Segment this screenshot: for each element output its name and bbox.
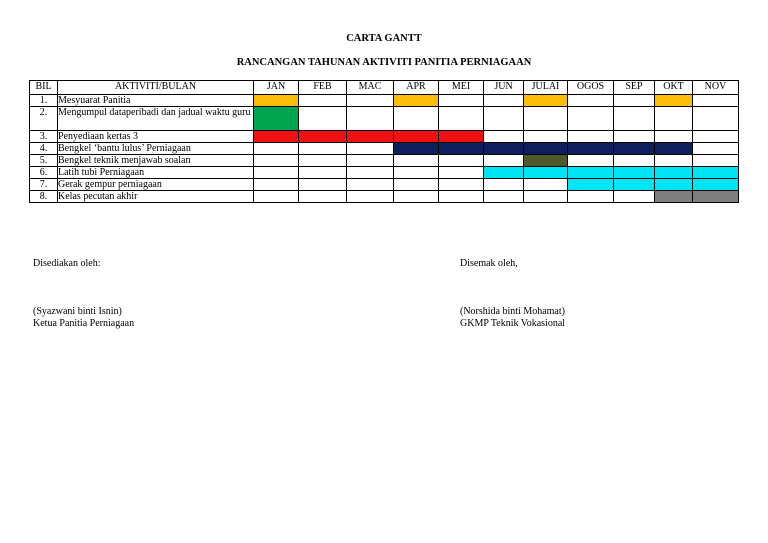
row-number: 3. xyxy=(30,131,58,143)
gantt-cell-mei xyxy=(439,95,484,107)
gantt-cell-jun xyxy=(484,143,524,155)
gantt-cell-jan xyxy=(254,179,299,191)
activity-name: Bengkel ‘bantu lulus’ Perniagaan xyxy=(58,143,254,155)
prepared-by-role: Ketua Panitia Perniagaan xyxy=(33,318,135,329)
gantt-cell-mei xyxy=(439,131,484,143)
gantt-cell-mei xyxy=(439,107,484,131)
gantt-cell-jun xyxy=(484,155,524,167)
gantt-cell-nov xyxy=(693,179,739,191)
gantt-cell-ogos xyxy=(568,167,614,179)
gantt-cell-ogos xyxy=(568,191,614,203)
activity-name: Gerak gempur perniagaan xyxy=(58,179,254,191)
gantt-cell-mei xyxy=(439,191,484,203)
gantt-body xyxy=(30,95,739,203)
activity-name: Kelas pecutan akhir xyxy=(58,191,254,203)
gantt-cell-feb xyxy=(299,95,347,107)
gantt-cell-nov xyxy=(693,131,739,143)
gantt-cell-mac xyxy=(347,167,394,179)
gantt-cell-ogos xyxy=(568,95,614,107)
header-activity: AKTIVITI/BULAN xyxy=(58,81,254,95)
table-row xyxy=(30,131,739,143)
gantt-cell-nov xyxy=(693,95,739,107)
gantt-cell-julai xyxy=(524,131,568,143)
gantt-cell-apr xyxy=(394,95,439,107)
gantt-cell-apr xyxy=(394,131,439,143)
gantt-cell-mac xyxy=(347,107,394,131)
gantt-cell-jun xyxy=(484,131,524,143)
gantt-cell-jan xyxy=(254,95,299,107)
gantt-cell-mac xyxy=(347,95,394,107)
gantt-cell-apr xyxy=(394,107,439,131)
gantt-cell-sep xyxy=(614,95,655,107)
row-number: 4. xyxy=(30,143,58,155)
gantt-cell-okt xyxy=(655,155,693,167)
gantt-cell-okt xyxy=(655,191,693,203)
gantt-cell-jun xyxy=(484,95,524,107)
gantt-cell-jan xyxy=(254,143,299,155)
gantt-cell-nov xyxy=(693,107,739,131)
gantt-cell-mei xyxy=(439,143,484,155)
gantt-cell-apr xyxy=(394,143,439,155)
gantt-cell-julai xyxy=(524,179,568,191)
gantt-cell-feb xyxy=(299,191,347,203)
prepared-by-name: (Syazwani binti Isnin) xyxy=(33,306,122,317)
header-month-mei: MEI xyxy=(439,81,484,95)
activity-name: Latih tubi Perniagaan xyxy=(58,167,254,179)
header-month-jun: JUN xyxy=(484,81,524,95)
header-month-sep: SEP xyxy=(614,81,655,95)
gantt-cell-sep xyxy=(614,107,655,131)
gantt-cell-ogos xyxy=(568,155,614,167)
gantt-cell-jan xyxy=(254,131,299,143)
checked-by-role: GKMP Teknik Vokasional xyxy=(460,318,566,329)
row-number: 2. xyxy=(30,107,58,131)
header-month-okt: OKT xyxy=(655,81,693,95)
header-month-ogos: OGOS xyxy=(568,81,614,95)
table-row xyxy=(30,107,739,131)
gantt-cell-mac xyxy=(347,131,394,143)
gantt-cell-julai xyxy=(524,143,568,155)
gantt-cell-sep xyxy=(614,191,655,203)
document-title: CARTA GANTT xyxy=(346,33,422,44)
gantt-cell-sep xyxy=(614,131,655,143)
gantt-cell-apr xyxy=(394,167,439,179)
gantt-cell-mac xyxy=(347,143,394,155)
gantt-cell-julai xyxy=(524,167,568,179)
gantt-cell-mac xyxy=(347,179,394,191)
gantt-cell-jan xyxy=(254,155,299,167)
gantt-cell-mei xyxy=(439,167,484,179)
activity-name: Penyediaan kertas 3 xyxy=(58,131,254,143)
row-number: 5. xyxy=(30,155,58,167)
gantt-cell-sep xyxy=(614,143,655,155)
gantt-cell-feb xyxy=(299,155,347,167)
gantt-cell-julai xyxy=(524,95,568,107)
gantt-cell-mac xyxy=(347,155,394,167)
gantt-cell-okt xyxy=(655,143,693,155)
gantt-cell-mei xyxy=(439,179,484,191)
row-number: 6. xyxy=(30,167,58,179)
gantt-cell-nov xyxy=(693,155,739,167)
gantt-cell-ogos xyxy=(568,131,614,143)
gantt-cell-jan xyxy=(254,191,299,203)
gantt-cell-sep xyxy=(614,155,655,167)
gantt-cell-sep xyxy=(614,179,655,191)
gantt-cell-julai xyxy=(524,107,568,131)
document-subtitle: RANCANGAN TAHUNAN AKTIVITI PANITIA PERNIAGAAN xyxy=(236,57,532,68)
table-row xyxy=(30,155,739,167)
gantt-cell-jan xyxy=(254,107,299,131)
gantt-cell-feb xyxy=(299,107,347,131)
gantt-cell-ogos xyxy=(568,107,614,131)
gantt-cell-julai xyxy=(524,191,568,203)
header-month-feb: FEB xyxy=(299,81,347,95)
gantt-cell-mac xyxy=(347,191,394,203)
table-row xyxy=(30,167,739,179)
gantt-cell-okt xyxy=(655,95,693,107)
activity-name: Mesyuarat Panitia xyxy=(58,95,254,107)
gantt-cell-okt xyxy=(655,131,693,143)
checked-by-label: Disemak oleh, xyxy=(460,258,518,269)
gantt-cell-okt xyxy=(655,179,693,191)
gantt-cell-sep xyxy=(614,167,655,179)
gantt-cell-julai xyxy=(524,155,568,167)
gantt-cell-feb xyxy=(299,179,347,191)
header-bil: BIL xyxy=(30,81,58,95)
gantt-cell-mei xyxy=(439,155,484,167)
header-row xyxy=(30,81,739,95)
header-month-mac: MAC xyxy=(347,81,394,95)
table-row xyxy=(30,95,739,107)
gantt-cell-okt xyxy=(655,107,693,131)
row-number: 1. xyxy=(30,95,58,107)
gantt-cell-nov xyxy=(693,191,739,203)
activity-name: Bengkel teknik menjawab soalan xyxy=(58,155,254,167)
prepared-by-label: Disediakan oleh: xyxy=(33,258,101,269)
gantt-cell-apr xyxy=(394,155,439,167)
gantt-cell-jun xyxy=(484,167,524,179)
row-number: 8. xyxy=(30,191,58,203)
gantt-cell-feb xyxy=(299,131,347,143)
gantt-cell-okt xyxy=(655,167,693,179)
header-month-nov: NOV xyxy=(693,81,739,95)
gantt-table xyxy=(29,80,739,203)
row-number: 7. xyxy=(30,179,58,191)
table-row xyxy=(30,191,739,203)
gantt-cell-jun xyxy=(484,179,524,191)
table-row xyxy=(30,143,739,155)
gantt-cell-jan xyxy=(254,167,299,179)
header-month-jan: JAN xyxy=(254,81,299,95)
table-row xyxy=(30,179,739,191)
activity-name: Mengumpul dataperibadi dan jadual waktu guru xyxy=(58,107,254,131)
header-month-apr: APR xyxy=(394,81,439,95)
gantt-cell-nov xyxy=(693,167,739,179)
gantt-cell-jun xyxy=(484,191,524,203)
gantt-cell-ogos xyxy=(568,143,614,155)
gantt-cell-feb xyxy=(299,167,347,179)
header-month-julai: JULAI xyxy=(524,81,568,95)
gantt-cell-apr xyxy=(394,179,439,191)
gantt-cell-feb xyxy=(299,143,347,155)
gantt-cell-nov xyxy=(693,143,739,155)
gantt-cell-jun xyxy=(484,107,524,131)
gantt-cell-apr xyxy=(394,191,439,203)
checked-by-name: (Norshida binti Mohamat) xyxy=(460,306,565,317)
gantt-cell-ogos xyxy=(568,179,614,191)
